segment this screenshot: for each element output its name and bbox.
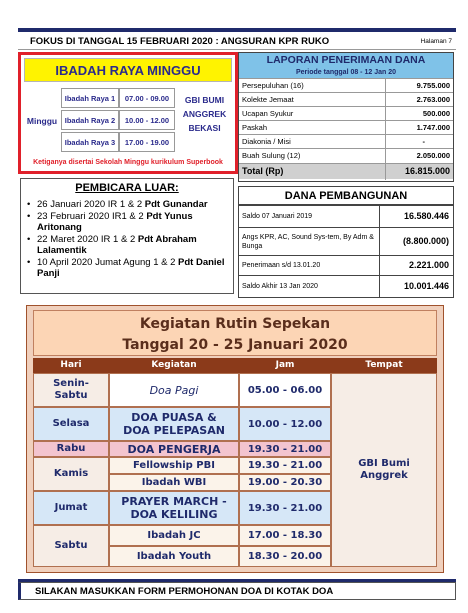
time-cell: [239, 546, 331, 567]
list-item: [27, 211, 231, 234]
day-cell: [33, 373, 109, 407]
location-line: ANGGREK: [182, 109, 227, 119]
time-label: 19.30 - 21.00: [247, 502, 323, 514]
dana-label: Saldo Akhir 13 Jan 2020: [242, 283, 318, 290]
laporan-label: Paskah: [242, 123, 268, 132]
time-cell: [239, 491, 331, 525]
laporan-total-row: [239, 163, 453, 179]
dana-label: Saldo 07 Januari 2019: [242, 213, 313, 220]
time-cell: [239, 373, 331, 407]
ibadah-time: 07.00 - 09.00: [119, 88, 175, 108]
dana-row: [239, 255, 453, 275]
header-tempat: Tempat: [331, 358, 437, 373]
dana-row: [239, 205, 453, 227]
pembicara-name: Pdt Daniel Panji: [37, 256, 225, 279]
dana-value: 10.001.446: [403, 281, 449, 291]
laporan-value: -: [422, 137, 425, 146]
time-cell: [239, 457, 331, 474]
dana-title: DANA PEMBANGUNAN: [239, 187, 453, 205]
laporan-total-value: 16.815.000: [404, 166, 450, 176]
time-label: 17.00 - 18.30: [247, 530, 323, 541]
pembicara-date: 10 April 2020 Jumat Agung 1 & 2: [37, 256, 179, 268]
dana-value: 16.580.446: [403, 211, 449, 221]
dana-row: [239, 227, 453, 255]
activity-cell: [109, 491, 239, 525]
activity-cell: [109, 546, 239, 567]
pembicara-name: Pdt Yunus Aritonang: [37, 210, 193, 233]
laporan-label: Buah Sulung (12): [242, 151, 301, 160]
time-label: 05.00 - 06.00: [247, 384, 323, 396]
time-label: 19.00 - 20.30: [247, 477, 323, 488]
kegiatan-rutin-box: [26, 305, 444, 573]
laporan-row: [239, 134, 453, 148]
time-cell: [239, 525, 331, 546]
list-item: [27, 199, 231, 211]
day-cell: [33, 457, 109, 491]
activity-cell: [109, 457, 239, 474]
ibadah-note: Ketiganya disertai Sekolah Minggu kurikulum Superbook: [33, 159, 223, 166]
dana-value: (8.800.000): [402, 236, 449, 246]
time-cell: [239, 441, 331, 457]
dana-pembangunan-box: [238, 186, 454, 298]
laporan-label: Kolekte Jemaat: [242, 95, 294, 104]
dana-value: 2.221.000: [408, 260, 449, 270]
activity-label: DOA PUASA &: [131, 411, 217, 424]
laporan-label: Ucapan Syukur: [242, 109, 294, 118]
laporan-period: Periode tanggal 08 - 12 Jan 20: [239, 67, 453, 78]
activity-label: Ibadah Youth: [136, 551, 212, 562]
time-cell: [239, 407, 331, 441]
laporan-label: Diakonia / Misi: [242, 137, 291, 146]
day-label: Sabtu: [54, 390, 88, 401]
pembicara-name: Pdt Gunandar: [144, 199, 208, 210]
kegiatan-title-box: [33, 310, 437, 356]
day-cell: [33, 441, 109, 457]
laporan-row: [239, 92, 453, 106]
time-cell: [239, 474, 331, 491]
ibadah-title: IBADAH RAYA MINGGU: [24, 58, 232, 82]
laporan-title: LAPORAN PENERIMAAN DANA: [239, 53, 453, 67]
laporan-row: [239, 78, 453, 92]
kegiatan-subtitle: Tanggal 20 - 25 Januari 2020: [122, 337, 348, 353]
activity-label: DOA PENGERJA: [127, 442, 221, 456]
laporan-value: 1.747.000: [416, 123, 450, 132]
day-label: Jumat: [54, 502, 88, 513]
page-footer: [18, 582, 456, 600]
header-jam: Jam: [239, 358, 331, 373]
ibadah-name: Ibadah Raya 1: [61, 88, 119, 108]
footer-text: SILAKAN MASUKKAN FORM PERMOHONAN DOA DI KOTAK DOA: [35, 586, 334, 597]
laporan-value: 9.755.000: [416, 81, 450, 90]
activity-label: Doa Pagi: [149, 383, 199, 397]
activity-cell: [109, 474, 239, 491]
activity-cell: [109, 407, 239, 441]
list-item: [27, 257, 231, 280]
activity-label: PRAYER MARCH -: [121, 495, 227, 508]
header-kegiatan: Kegiatan: [109, 358, 239, 373]
day-cell: [33, 491, 109, 525]
day-label: Rabu: [56, 443, 86, 454]
laporan-total-label: Total (Rp): [242, 166, 284, 176]
activity-label: DOA PELEPASAN: [123, 424, 225, 437]
laporan-row: [239, 120, 453, 134]
ibadah-name: Ibadah Raya 2: [61, 110, 119, 130]
page-header: [18, 34, 456, 50]
laporan-dana-box: [238, 52, 454, 182]
kegiatan-title: Kegiatan Rutin Sepekan: [139, 316, 331, 332]
location-line: BEKASI: [188, 123, 221, 133]
laporan-value: 2.050.000: [416, 151, 450, 160]
list-item: [27, 234, 231, 257]
time-label: 19.30 - 21.00: [247, 443, 323, 455]
page-number: Halaman 7: [420, 38, 452, 45]
top-bar: [18, 28, 456, 32]
laporan-label: Persepuluhan (16): [242, 81, 304, 90]
activity-label: Fellowship PBI: [133, 460, 215, 471]
header-focus-text: FOKUS DI TANGGAL 15 FEBRUARI 2020 : ANGSURAN KPR RUKO: [30, 36, 330, 47]
activity-label: Ibadah JC: [147, 530, 201, 541]
header-hari: Hari: [33, 358, 109, 373]
activity-label: DOA KELILING: [130, 508, 218, 521]
laporan-row: [239, 106, 453, 120]
dana-label: Penerimaan s/d 13.01.20: [242, 262, 321, 269]
laporan-value: 2.763.000: [416, 95, 450, 104]
time-label: 18.30 - 20.00: [247, 551, 323, 562]
day-cell: [33, 407, 109, 441]
ibadah-location: [177, 88, 232, 154]
time-label: 10.00 - 12.00: [247, 418, 323, 430]
laporan-value: 500.000: [422, 109, 450, 118]
activity-cell: [109, 373, 239, 407]
ibadah-name: Ibadah Raya 3: [61, 132, 119, 152]
laporan-row: [239, 148, 453, 162]
dana-label: Angs KPR, AC, Sound Sys-tem, By Adm & Bunga: [242, 234, 374, 250]
place-label: GBI Bumi: [358, 458, 410, 469]
day-label: Sabtu: [54, 540, 88, 551]
dana-row: [239, 275, 453, 297]
activity-label: Ibadah WBI: [141, 477, 207, 488]
day-label: Senin-: [53, 378, 89, 389]
ibadah-row: [61, 88, 175, 108]
ibadah-row: [61, 110, 175, 130]
pembicara-date: 23 Februari 2020 IR1 & 2: [37, 210, 147, 222]
pembicara-date: 22 Maret 2020 IR 1 & 2: [37, 233, 138, 245]
place-cell: [331, 373, 437, 567]
activity-cell: [109, 525, 239, 546]
place-label: Anggrek: [360, 470, 408, 481]
time-label: 19.30 - 21.00: [247, 460, 323, 471]
day-label: Selasa: [52, 418, 90, 429]
day-cell: [33, 525, 109, 567]
ibadah-raya-box: [18, 52, 238, 174]
pembicara-title: PEMBICARA LUAR:: [75, 182, 179, 194]
ibadah-time: 17.00 - 19.00: [119, 132, 175, 152]
pembicara-name: Pdt Abraham Lalamentik: [37, 233, 197, 256]
pembicara-luar-box: [20, 178, 234, 294]
location-line: GBI BUMI: [184, 95, 225, 105]
activity-cell: [109, 441, 239, 457]
day-label: Kamis: [53, 468, 89, 479]
pembicara-list: [27, 199, 231, 280]
ibadah-day: Minggu: [26, 116, 58, 126]
ibadah-time: 10.00 - 12.00: [119, 110, 175, 130]
ibadah-row: [61, 132, 175, 152]
pembicara-date: 26 Januari 2020 IR 1 & 2: [37, 199, 145, 210]
